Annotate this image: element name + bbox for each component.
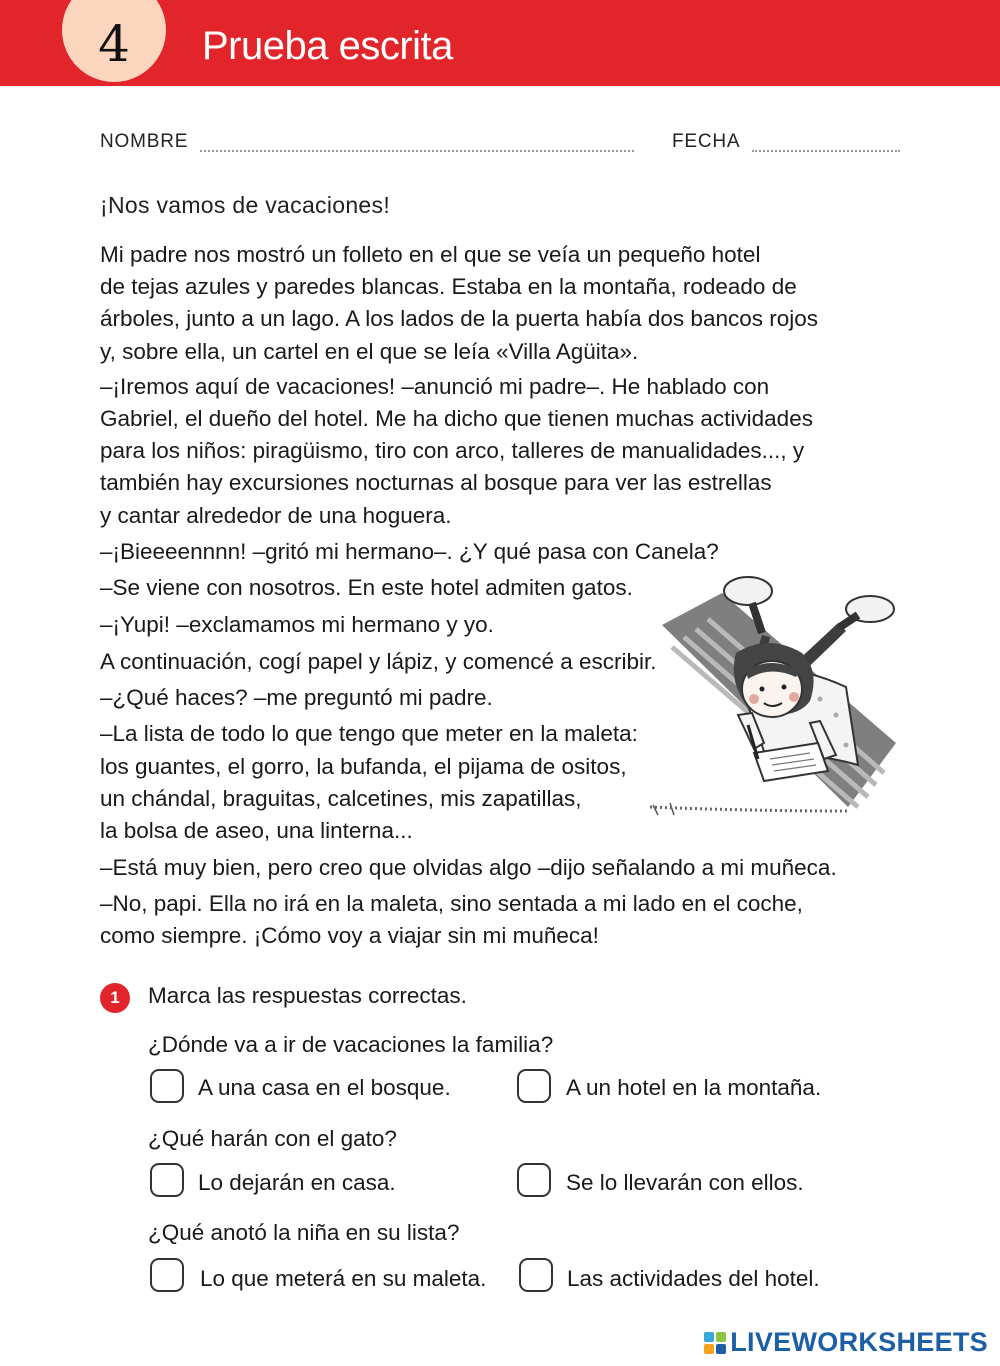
story-line: como siempre. ¡Cómo voy a viajar sin mi muñeca!: [100, 923, 599, 948]
question-3: ¿Qué anotó la niña en su lista?: [148, 1220, 460, 1245]
q2-option-b-checkbox[interactable]: [517, 1163, 551, 1197]
q1-option-b-label: A un hotel en la montaña.: [566, 1075, 822, 1100]
name-field[interactable]: [200, 150, 634, 152]
story-line: y cantar alrededor de una hoguera.: [100, 503, 452, 528]
q1-option-a-label: A una casa en el bosque.: [198, 1075, 451, 1100]
q3-option-b-checkbox[interactable]: [519, 1258, 553, 1292]
q2-option-a-label: Lo dejarán en casa.: [198, 1170, 396, 1195]
name-label: NOMBRE: [100, 131, 189, 152]
story-line: la bolsa de aseo, una linterna...: [100, 818, 413, 843]
header-bar: [0, 0, 1000, 86]
story-title: ¡Nos vamos de vacaciones!: [100, 192, 391, 218]
q2-option-b-label: Se lo llevarán con ellos.: [566, 1170, 804, 1195]
story-line: Mi padre nos mostró un folleto en el que se veía un pequeño hotel: [100, 242, 761, 267]
unit-number: 4: [98, 15, 130, 73]
girl-writing-illustration: [650, 575, 902, 820]
q1-option-a-checkbox[interactable]: [150, 1069, 184, 1103]
story-line: y, sobre ella, un cartel en el que se leía «Villa Agüita».: [100, 339, 639, 364]
story-line: –Está muy bien, pero creo que olvidas algo –dijo señalando a mi muñeca.: [100, 855, 837, 880]
q3-option-a-label: Lo que meterá en su maleta.: [200, 1266, 487, 1291]
q2-option-a-checkbox[interactable]: [150, 1163, 184, 1197]
story-line: –¡Iremos aquí de vacaciones! –anunció mi padre–. He hablado con: [100, 374, 770, 399]
story-line: para los niños: piragüismo, tiro con arco, talleres de manualidades..., y: [100, 438, 805, 463]
story-line: árboles, junto a un lago. A los lados de la puerta había dos bancos rojos: [100, 306, 819, 331]
logo-blocks-icon: [704, 1332, 726, 1354]
page-title: Prueba escrita: [202, 24, 453, 68]
story-line: –No, papi. Ella no irá en la maleta, sino sentada a mi lado en el coche,: [100, 891, 803, 916]
story-line: también hay excursiones nocturnas al bosque para ver las estrellas: [100, 470, 772, 495]
story-line: –¡Bieeeennnn! –gritó mi hermano–. ¿Y qué pasa con Canela?: [100, 539, 719, 564]
story-line: Gabriel, el dueño del hotel. Me ha dicho que tienen muchas actividades: [100, 406, 813, 431]
q3-option-b-label: Las actividades del hotel.: [567, 1266, 820, 1291]
exercise-number-badge: 1: [100, 983, 130, 1013]
exercise-instruction: Marca las respuestas correctas.: [148, 983, 467, 1008]
date-label: FECHA: [672, 131, 741, 152]
liveworksheets-logo: [704, 1327, 988, 1358]
question-1: ¿Dónde va a ir de vacaciones la familia?: [148, 1032, 554, 1057]
story-line: –La lista de todo lo que tengo que meter en la maleta:: [100, 721, 638, 746]
story-line: –¿Qué haces? –me preguntó mi padre.: [100, 685, 493, 710]
story-line: un chándal, braguitas, calcetines, mis zapatillas,: [100, 786, 582, 811]
story-line: de tejas azules y paredes blancas. Estaba en la montaña, rodeado de: [100, 274, 797, 299]
unit-badge: [62, 0, 166, 82]
story-line: A continuación, cogí papel y lápiz, y comencé a escribir.: [100, 649, 657, 674]
question-2: ¿Qué harán con el gato?: [148, 1126, 397, 1151]
q1-option-b-checkbox[interactable]: [517, 1069, 551, 1103]
date-field[interactable]: [752, 150, 900, 152]
story-line: los guantes, el gorro, la bufanda, el pijama de ositos,: [100, 754, 627, 779]
story-line: –¡Yupi! –exclamamos mi hermano y yo.: [100, 612, 494, 637]
q3-option-a-checkbox[interactable]: [150, 1258, 184, 1292]
story-line: –Se viene con nosotros. En este hotel admiten gatos.: [100, 575, 633, 600]
brand-name: LIVEWORKSHEETS: [730, 1327, 988, 1357]
